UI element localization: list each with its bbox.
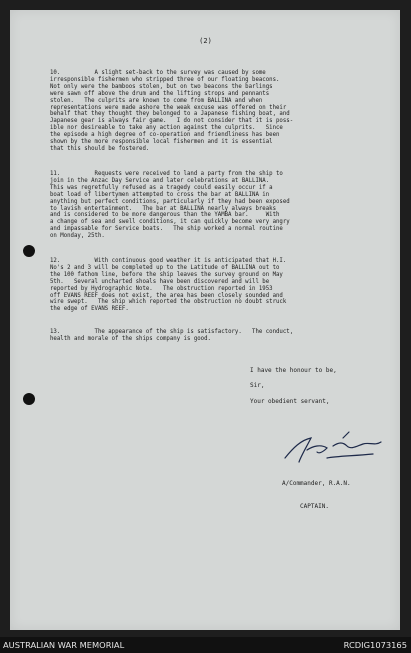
paragraph-text: health and morale of the ships company is good. [50,335,211,342]
paragraph-text: anything but perfect conditions, particularly if they had been exposed [50,198,290,205]
paragraph-text: irresponsible fishermen who stripped three of our floating beacons. [50,76,280,83]
paragraph-text: The appearance of the ship is satisfactory. The conduct, [60,329,294,335]
paragraph-line [50,279,392,286]
paragraph-line [50,105,392,112]
closing-line: Sir, [250,382,265,389]
paragraph-text: boat load of libertymen attempted to cross the bar at BALLINA in [50,191,270,198]
paragraph-number: 10. [50,70,61,76]
handwritten-signature [283,428,393,468]
paragraph-line [50,91,392,98]
paragraph-text: to lavish entertainment. The bar at BALLINA nearly always breaks [50,205,276,212]
paragraph-text: Requests were received to land a party from the ship to [60,171,283,177]
signature-block [282,465,351,518]
paragraph-text: behalf that they thought they belonged to a Japanese fishing boat, and [50,111,290,118]
punch-hole [23,393,35,405]
paragraph-line [50,265,392,272]
paragraph-text: This was regretfully refused as a tragedy could easily occur if a [50,184,273,191]
paragraph-number: 12. [50,258,61,264]
paragraph-11 [50,171,392,240]
paragraph-line [50,306,392,313]
paragraph-line [50,258,392,265]
paragraph-text: on Monday, 25th. [50,233,105,240]
paragraph-line [50,286,392,293]
paragraph-line [50,118,392,125]
paragraph-line [50,178,392,185]
paragraph-text: join in the Anzac Day Service and later celebrations at BALLINA. [50,177,270,184]
signature-title: CAPTAIN. [282,502,329,510]
paragraph-line [50,146,392,153]
paragraph-line [50,206,392,213]
paragraph-line [50,125,392,132]
paragraph-text: Japanese gear is always fair game. I do not consider that it is poss- [50,118,294,125]
paragraph-text: and impassable for Service boats. The ship worked a normal routine [50,226,283,233]
signature-rank: A/Commander, R.A.N. [282,480,351,487]
page-number: (2) [199,37,212,45]
paragraph-text: were sawn off above the drum and the lifting strops and pennants [50,90,270,97]
paragraph-line [50,111,392,118]
paragraph-line [50,77,392,84]
paragraph-text: wire swept. The ship which reported the obstruction no doubt struck [50,299,287,306]
paragraph-text: shown by the more responsible local fishermen and it is essential [50,139,273,146]
paragraph-line [50,84,392,91]
paragraph-line [50,185,392,192]
paragraph-text: 5th. Several uncharted shoals have been discovered and will be [50,278,270,285]
paragraph-line [50,139,392,146]
paragraph-line [50,132,392,139]
paragraph-text: and is considered to be more dangerous than the YAMBA bar. With [50,212,280,219]
closing-block [250,367,337,405]
paragraph-line [50,70,392,77]
paragraph-text: off EVANS REEF does not exist, the area has been closely sounded and [50,292,283,299]
paragraph-number: 11. [50,171,61,177]
paragraph-text: the edge of EVANS REEF. [50,306,129,313]
paragraph-text: a change of sea and swell conditions, it can quickly become very angry [50,219,290,226]
paragraph-line [50,233,392,240]
paragraph-line [50,219,392,226]
paragraph-line [50,98,392,105]
punch-hole [23,245,35,257]
paragraph-line [50,171,392,178]
paragraph-number: 13. [50,329,61,335]
closing-line: I have the honour to be, [250,367,337,374]
paragraph-text: that this should be fostered. [50,145,150,152]
paragraph-text: stolen. The culprits are known to come from BALLINA and when [50,97,263,104]
paragraph-line [50,293,392,300]
paragraph-13 [50,329,392,343]
paragraph-line [50,212,392,219]
paragraph-text: ible nor desireable to take any action against the culprits. Since [50,125,283,132]
paragraph-text: representations were made ashore the weak excuse was offered on their [50,104,287,111]
paragraph-text: reported by Hydrographic Note. The obstruction reported in 1953 [50,285,273,292]
footer-identifier: RCDIG1073165 [343,640,407,650]
paragraph-text: the 100 fathom line, before the ship leaves the survey ground on May [50,271,283,278]
paragraph-text: A slight set-back to the survey was caused by some [60,70,266,76]
paragraph-line [50,192,392,199]
paragraph-12 [50,258,392,313]
archive-footer [0,637,411,653]
paragraph-line [50,329,392,336]
paragraph-line [50,299,392,306]
paragraph-text: Not only were the bamboos stolen, but on two beacons the barlings [50,83,273,90]
paragraph-text: No's 2 and 3 will be completed up to the Latitude of BALLINA out to [50,264,280,271]
footer-institution: AUSTRALIAN WAR MEMORIAL [3,640,125,650]
paragraph-line [50,199,392,206]
paragraph-10 [50,70,392,153]
paragraph-line [50,226,392,233]
paragraph-text: the episode a high degree of co-operation and friendliness has been [50,132,280,139]
paragraph-line [50,336,392,343]
paragraph-text: With continuous good weather it is anticipated that H.I. [60,258,287,264]
paragraph-line [50,272,392,279]
closing-line: Your obedient servant, [250,398,330,405]
